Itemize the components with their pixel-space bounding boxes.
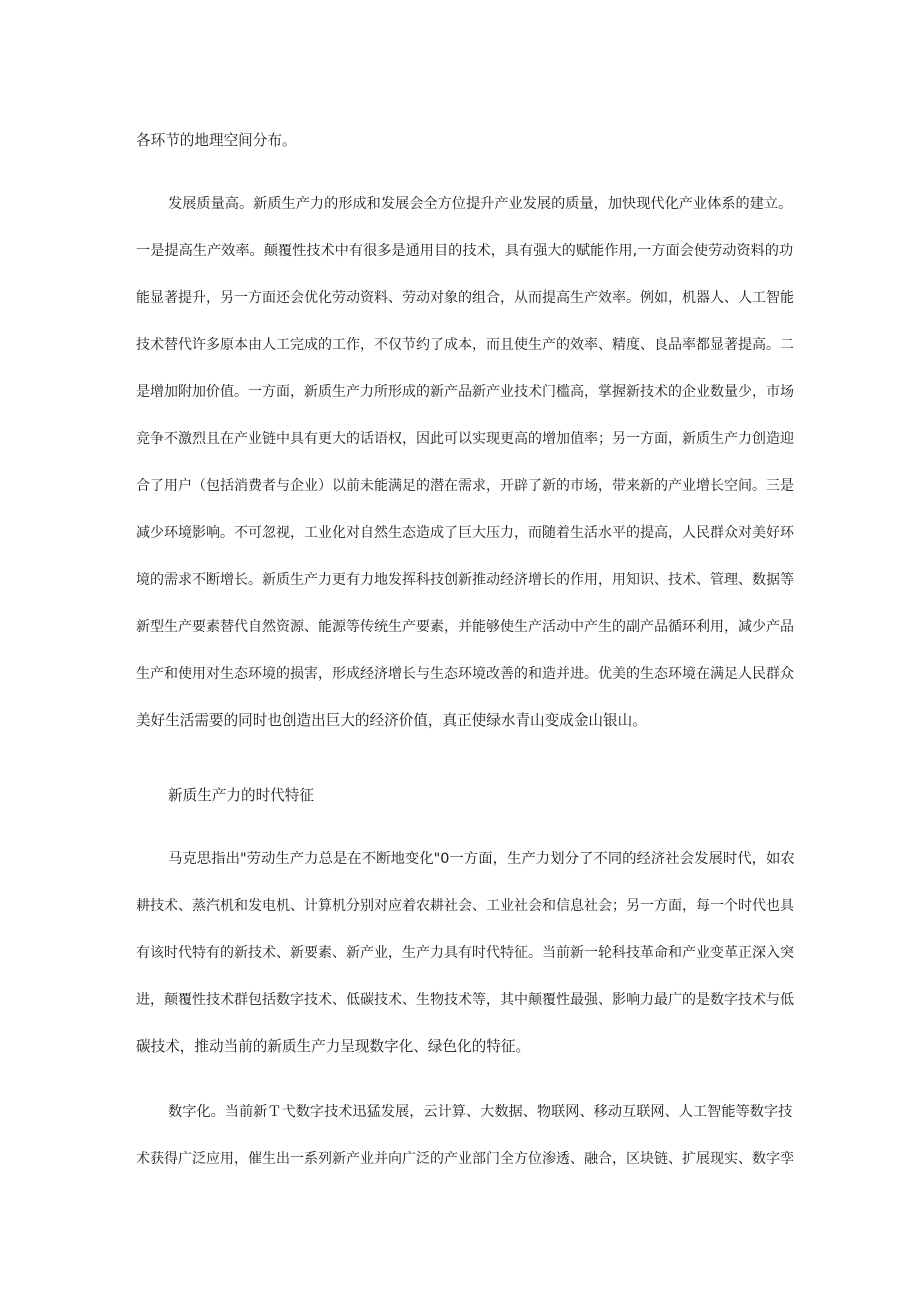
text-line: 一是提高生产效率。颠覆性技术中有很多是通用目的技术，具有强大的赋能作用,一方面会使劳动资料的功 [136, 243, 794, 259]
text-line: 耕技术、蒸汽机和发电机、计算机分别对应着农耕社会、工业社会和信息社会；另一方面，每一个时代也具 [136, 898, 794, 914]
text-line: 合了用户（包括消费者与企业）以前未能满足的潜在需求，开辟了新的市场，带来新的产业增长空间。三是 [136, 478, 794, 494]
section-heading: 新质生产力的时代特征 [168, 787, 314, 804]
text-line: 各环节的地理空间分布。 [136, 132, 297, 149]
text-line: 是增加附加价值。一方面，新质生产力所形成的新产品新产业技术门槛高，掌握新技术的企业数量少，市场 [136, 384, 794, 400]
text-line: 马克思指出"劳动生产力总是在不断地变化"0一方面，生产力划分了不同的经济社会发展时代，如农 [168, 851, 795, 867]
text-line: 减少环境影响。不可忽视，工业化对自然生态造成了巨大压力，而随着生活水平的提高，人民群众对美好环 [136, 525, 794, 541]
text-line: 竞争不激烈且在产业链中具有更大的话语权，因此可以实现更高的增加值率；另一方面，新质生产力创造迎 [136, 431, 794, 447]
text-line: 进，颠覆性技术群包括数字技术、低碳技术、生物技术等，其中颠覆性最强、影响力最广的是数字技术与低 [136, 992, 794, 1008]
text-line: 美好生活需要的同时也创造出巨大的经济价值，真正使绿水青山变成金山银山。 [136, 712, 647, 729]
text-line: 发展质量高。新质生产力的形成和发展会全方位提升产业发展的质量，加快现代化产业体系的建立。 [168, 196, 793, 212]
text-line: 技术替代许多原本由人工完成的工作，不仅节约了成本，而且使生产的效率、精度、良品率都显著提高。二 [136, 337, 794, 353]
text-line: 碳技术，推动当前的新质生产力呈现数字化、绿色化的特征。 [136, 1038, 531, 1055]
text-line: 数字化。当前新Ｔ弋数字技术迅猛发展，云计算、大数据、物联网、移动互联网、人工智能等数字技 [168, 1104, 793, 1120]
text-line: 能显著提升，另一方面还会优化劳动资料、劳动对象的组合，从而提高生产效率。例如，机器人、人工智能 [136, 290, 794, 306]
text-line: 境的需求不断增长。新质生产力更有力地发挥科技创新推动经济增长的作用，用知识、技术、管理、数据等 [136, 572, 794, 588]
text-line: 有该时代特有的新技术、新要素、新产业，生产力具有时代特征。当前新一轮科技革命和产业变革正深入突 [136, 945, 794, 961]
text-line: 新型生产要素替代自然资源、能源等传统生产要素，并能够使生产活动中产生的副产品循环利用，减少产品 [136, 619, 794, 635]
text-line: 术获得广泛应用，催生出一系列新产业并向广泛的产业部门全方位渗透、融合，区块链、扩展现实、数字孪 [136, 1151, 794, 1167]
text-line: 生产和使用对生态环境的损害，形成经济增长与生态环境改善的和造并进。优美的生态环境在满足人民群众 [136, 666, 794, 682]
